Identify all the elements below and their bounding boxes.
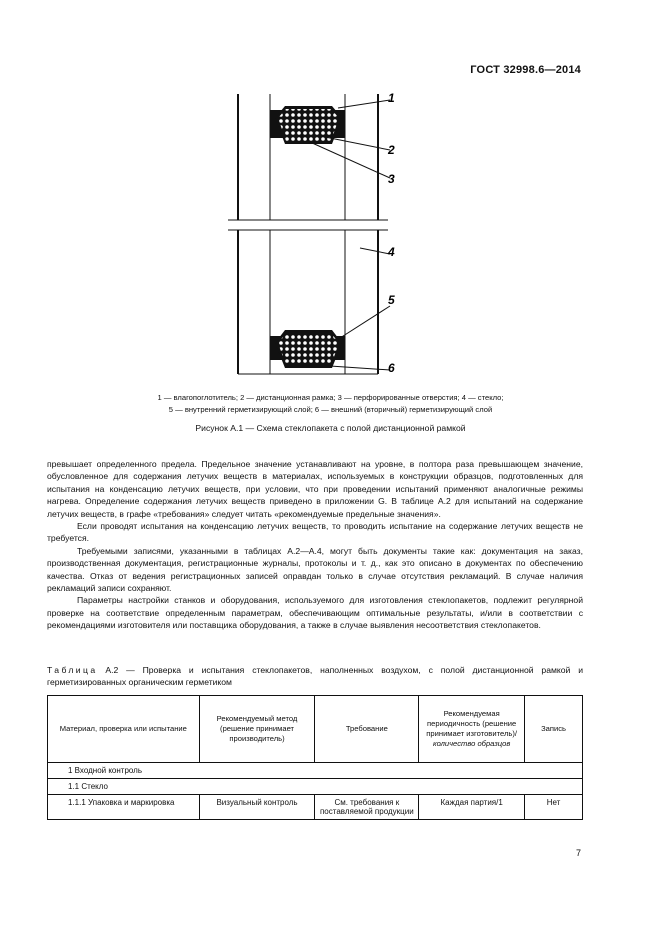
cell-requirement: См. требования к поставляемой продукции — [315, 795, 419, 820]
table-row — [48, 795, 583, 820]
header-requirement: Требование — [315, 696, 419, 763]
header-method: Рекомендуемый метод (решение принимает производитель) — [199, 696, 315, 763]
header-frequency-italic: количество образцов — [432, 739, 511, 748]
page-number: 7 — [575, 848, 581, 858]
table-row — [48, 763, 583, 779]
paragraph-3: Требуемыми записями, указанными в таблицах А.2—А.4, могут быть документы такие как: документация на заказ, производственная документация, регистрационные журналы, протоколы и т. д., как это описано в документах по обеспечению качества. Отказ от ведения регистрационных записей оправдан только в случае отсутствия рекламаций. В случае наличия рекламаций записи сохраняют. — [47, 545, 583, 594]
callout-3: 3 — [388, 172, 395, 186]
section-incoming-control: 1 Входной контроль — [48, 763, 583, 779]
callout-1: 1 — [388, 91, 395, 105]
cell-material: 1.1.1 Упаковка и маркировка — [48, 795, 200, 820]
cell-frequency: Каждая партия/1 — [419, 795, 525, 820]
body-text — [47, 458, 583, 632]
callout-2: 2 — [388, 143, 395, 157]
requirements-table — [47, 695, 583, 820]
section-glass: 1.1 Стекло — [48, 779, 583, 795]
paragraph-1: превышает определенного предела. Предельное значение устанавливают на уровне, в полтора раза превышающем значение, обусловленное для содержания летучих веществ в материалах, используемых в конструкции образцов, подготовленных для испытания на конденсацию летучих веществ, при условии, что при проведении испытаний применяют аналогичные режимы нагрева. Определение содержания летучих веществ приведено в приложении G. В таблице А.2 для испытаний на содержание летучих веществ, в графе «требования» следует читать «рекомендуемые предельные значения». — [47, 459, 583, 519]
glazing-unit-diagram — [200, 88, 420, 388]
header-frequency-main: Рекомендуемая периодичность (решение принимает изготовитель)/ — [426, 709, 517, 738]
paragraph-4: Параметры настройки станков и оборудования, используемого для изготовления стеклопакетов, подлежит регулярной проверке на соответствие определенным параметрам, обеспечивающим оптимальные результаты, и/или в соответствии с рекомендациями изготовителя или поставщика оборудования, а также в случае выявления несоответствия стеклопакетов. — [47, 595, 583, 631]
table-header-row — [48, 696, 583, 763]
callout-4: 4 — [388, 245, 395, 259]
figure-legend — [60, 392, 601, 416]
header-frequency — [419, 696, 525, 763]
cell-method: Визуальный контроль — [199, 795, 315, 820]
table-label: Таблица — [47, 665, 98, 675]
paragraph-2: Если проводят испытания на конденсацию летучих веществ, то проводить испытание на содержание летучих веществ не требуется. — [47, 521, 583, 544]
figure-caption: Рисунок А.1 — Схема стеклопакета с полой дистанционной рамкой — [195, 423, 466, 433]
header-record: Запись — [525, 696, 583, 763]
callout-5: 5 — [388, 293, 395, 307]
table-row — [48, 779, 583, 795]
legend-line-1: 1 — влагопоглотитель; 2 — дистанционная рамка; 3 — перфорированные отверстия; 4 — стекло; — [157, 393, 504, 402]
document-header: ГОСТ 32998.6—2014 — [470, 64, 581, 76]
cell-record: Нет — [525, 795, 583, 820]
spacer-bottom — [270, 330, 345, 368]
table-caption — [47, 664, 583, 689]
legend-line-2: 5 — внутренний герметизирующий слой; 6 — внешний (вторичный) герметизирующий слой — [168, 405, 493, 414]
table-caption-text: А.2 — Проверка и испытания стеклопакетов, наполненных воздухом, с полой дистанционной рамкой и герметизированных органическим герметиком — [47, 665, 583, 688]
callout-6: 6 — [388, 361, 395, 375]
header-material: Материал, проверка или испытание — [48, 696, 200, 763]
